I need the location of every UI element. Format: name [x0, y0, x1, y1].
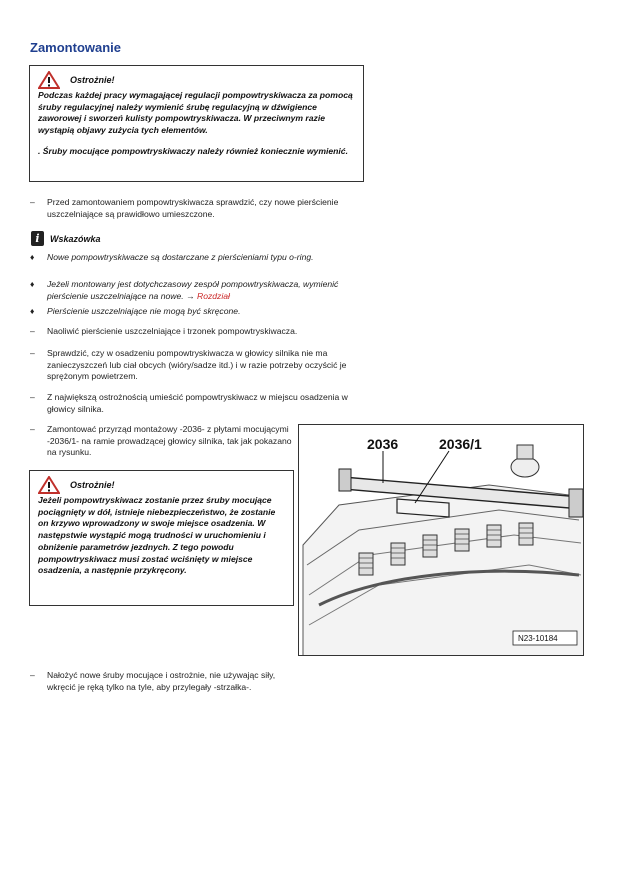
warning-triangle-icon — [38, 476, 60, 494]
dash-marker: – — [30, 197, 35, 207]
chapter-link[interactable]: Rozdział — [197, 290, 230, 301]
section-heading: Zamontowanie — [30, 40, 122, 55]
caution-box — [29, 65, 364, 182]
dash-marker: – — [30, 392, 35, 402]
step-text: Sprawdzić, czy w osadzeniu pompowtryskiwacza w głowicy silnika nie ma zanieczyszczeń lub ciał obcych (wióry/sadze itd.) i w razie potrzeby oczyścić je sprężonym powietrzem. — [47, 348, 347, 381]
engine-illustration — [298, 424, 584, 656]
instruction-step — [30, 392, 360, 415]
warning-triangle-icon — [38, 71, 60, 89]
tool-label-2036: 2036 — [367, 436, 399, 452]
info-icon: i — [31, 231, 44, 246]
caution-text: . Śruby mocujące pompowtryskiwaczy należy również koniecznie wymienić. — [38, 145, 348, 156]
bullet-text: Nowe pompowtryskiwacze są dostarczane z pierścieniami typu o-ring. — [47, 252, 314, 262]
note-bullet — [30, 306, 355, 318]
caution-text: Jeżeli pompowtryskiwacz zostanie przez śruby mocujące pociągnięty w dół, istnieje niebezpieczeństwo, że zostanie on krzywo wprowadzony w swoje miejsce osadzenia. W następstwie wystąpić mogą trudności w uruchomieniu i obniżenie parametrów jezdnych. Z tego powodu pompowtryskiwacz musi zostać wciśnięty w miejsce osadzenia, a następnie przykręcony. — [38, 495, 276, 576]
bullet-icon: ♦ — [30, 279, 35, 289]
bullet-text: Pierścienie uszczelniające nie mogą być skręcone. — [47, 306, 241, 316]
caution-text: Podczas każdej pracy wymagającej regulacji pompowtryskiwacza za pomocą śruby regulacyjnej należy wymienić śrubę regulacyjną w dźwigience zaworowej i sworzeń kulisty pompowtryskiwacza. W przeciwnym razie wystąpią objawy zużycia tych elementów. — [38, 90, 353, 136]
bullet-icon: ♦ — [30, 306, 35, 316]
dash-marker: – — [30, 670, 35, 680]
instruction-step — [30, 326, 355, 338]
step-text: Zamontować przyrząd montażowy -2036- z płytami mocującymi -2036/1- na ramie prowadzącej głowicy silnika, tak jak pokazano na rysunku. — [47, 424, 292, 457]
bullet-text: Jeżeli montowany jest dotychczasowy zespół pompowtryskiwacza, wymienić pierścienie uszczelniające na nowe. — [47, 279, 339, 301]
instruction-step — [30, 670, 290, 693]
step-text: Naoliwić pierścienie uszczelniające i trzonek pompowtryskiwacza. — [47, 326, 298, 336]
dash-marker: – — [30, 348, 35, 358]
link-arrow: → — [186, 290, 195, 301]
caution-box — [29, 470, 294, 606]
note-heading — [31, 231, 101, 246]
dash-marker: – — [30, 424, 35, 434]
note-bullet — [30, 252, 355, 264]
bullet-icon: ♦ — [30, 252, 35, 262]
dash-marker: – — [30, 326, 35, 336]
instruction-step — [30, 424, 292, 459]
tool-label-2036-1: 2036/1 — [439, 436, 482, 452]
step-text: Z największą ostrożnością umieścić pompowtryskiwacz w miejscu osadzenia w głowicy silnika. — [47, 392, 348, 414]
caution-title: Ostrożnie! — [70, 480, 115, 490]
instruction-step — [30, 348, 360, 383]
note-bullet — [30, 279, 355, 302]
instruction-step — [30, 197, 355, 220]
step-text: Nałożyć nowe śruby mocujące i ostrożnie, nie używając siły, wkręcić je ręką tylko na tyle, aby przylegały -strzałka-. — [47, 670, 276, 692]
note-title: Wskazówka — [50, 233, 101, 244]
caution-title: Ostrożnie! — [70, 75, 115, 85]
figure-code: N23-10184 — [518, 634, 558, 643]
step-text: Przed zamontowaniem pompowtryskiwacza sprawdzić, czy nowe pierścienie uszczelniające są prawidłowo umieszczone. — [47, 197, 339, 219]
